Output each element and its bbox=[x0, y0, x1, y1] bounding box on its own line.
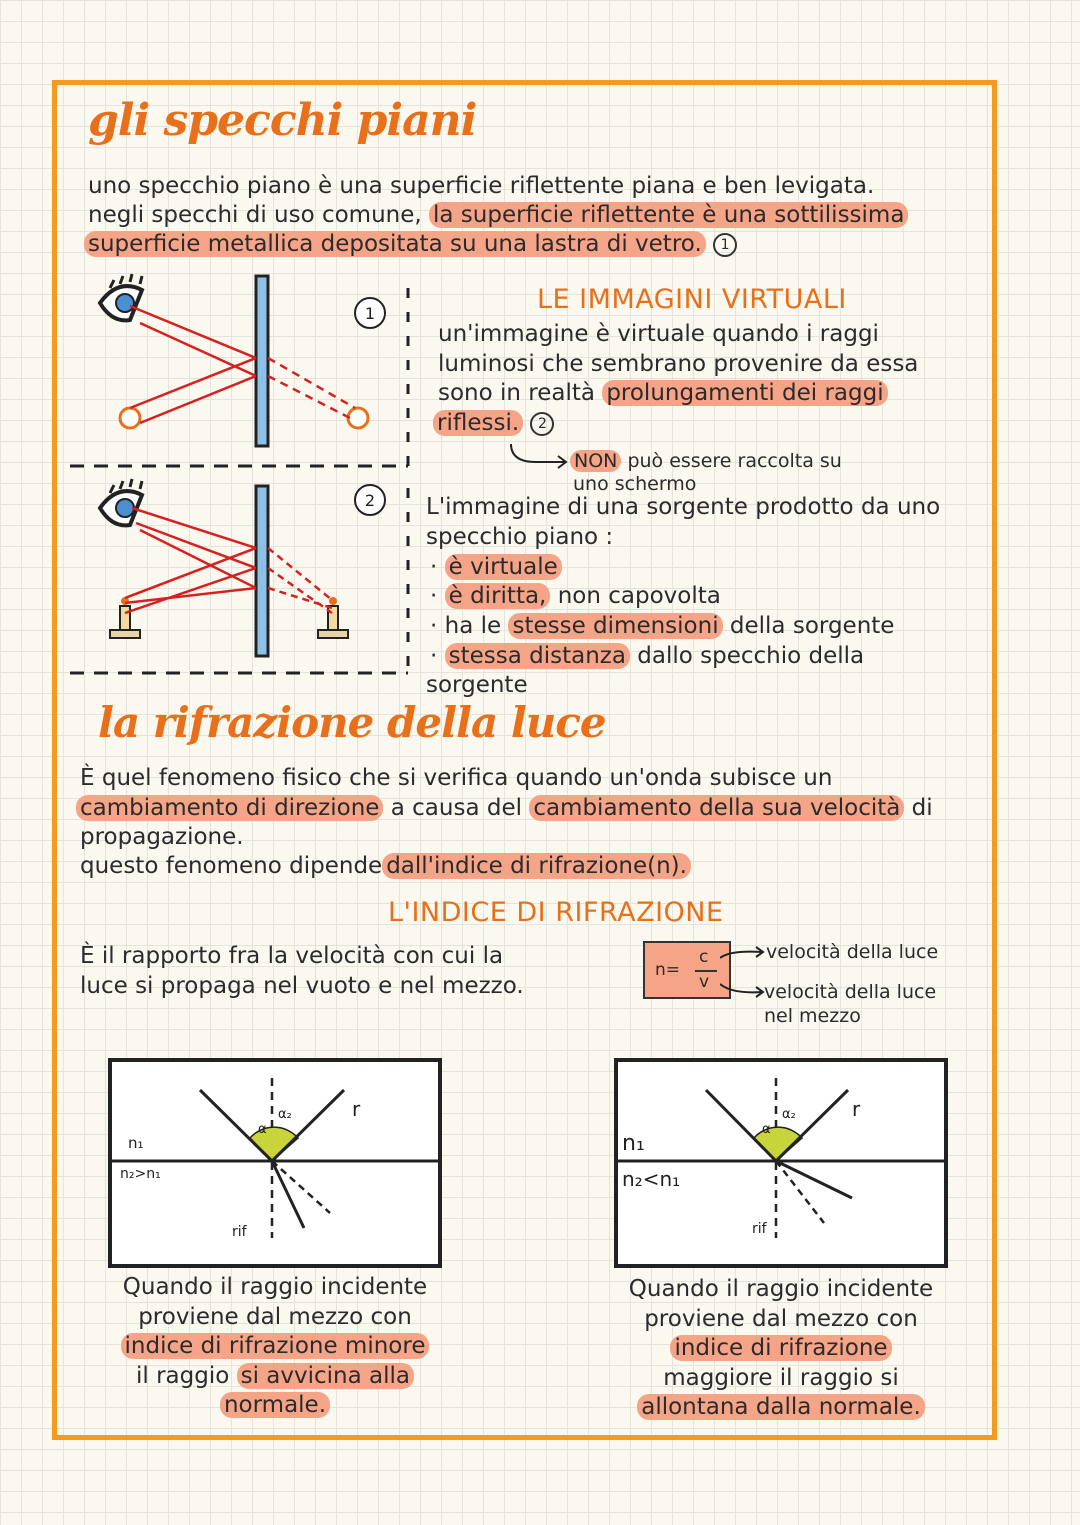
svg-text:r: r bbox=[852, 1097, 861, 1121]
section-title-specchi: gli specchi piani bbox=[88, 95, 477, 146]
bullet-item: · ha le stesse dimensioni della sorgente bbox=[430, 613, 895, 639]
text-line: questo fenomeno dipende dall'indice di rifrazione(n). bbox=[80, 852, 691, 882]
plane-mirror-diagrams bbox=[70, 268, 415, 683]
source-1 bbox=[120, 408, 140, 428]
note-line: NON può essere raccolta su bbox=[570, 450, 842, 472]
svg-text:n₂>n₁: n₂>n₁ bbox=[120, 1166, 161, 1182]
svg-text:α₂: α₂ bbox=[278, 1107, 292, 1122]
arrow-icon bbox=[506, 442, 576, 472]
svg-text:rif: rif bbox=[752, 1221, 767, 1237]
diagram-1-eye-icon bbox=[100, 274, 142, 320]
mirror-2 bbox=[256, 486, 268, 656]
text-line: sorgente bbox=[426, 672, 528, 698]
formula-label: nel mezzo bbox=[764, 1005, 861, 1027]
text-line: negli specchi di uso comune, la superficie riflettente è una sottilissima bbox=[88, 201, 908, 231]
svg-text:r: r bbox=[352, 1097, 361, 1121]
candle-source-icon bbox=[110, 597, 140, 638]
text-line: un'immagine è virtuale quando i raggi bbox=[438, 321, 879, 347]
image-1 bbox=[348, 408, 368, 428]
svg-text:1: 1 bbox=[364, 304, 376, 323]
text-line: L'immagine di una sorgente prodotto da uno bbox=[426, 494, 941, 520]
bullet-item: · è virtuale bbox=[430, 553, 562, 583]
svg-text:n₂<n₁: n₂<n₁ bbox=[622, 1167, 681, 1191]
heading-immagini-virtuali: LE IMMAGINI VIRTUALI bbox=[537, 284, 847, 315]
text-line: cambiamento di direzione a causa del cambiamento della sua velocità di bbox=[76, 794, 933, 824]
note-line: uno schermo bbox=[573, 473, 697, 495]
text-line: superficie metallica depositata su una lastra di vetro. 1 bbox=[84, 230, 737, 260]
text-line: luce si propaga nel vuoto e nel mezzo. bbox=[80, 973, 524, 999]
candle-image-icon bbox=[318, 597, 348, 638]
text-line: È il rapporto fra la velocità con cui la bbox=[80, 943, 504, 969]
svg-text:2: 2 bbox=[364, 491, 376, 510]
text-line: riflessi. 2 bbox=[433, 409, 554, 439]
text-line: uno specchio piano è una superficie riflettente piana e ben levigata. bbox=[88, 173, 875, 199]
caption-a: Quando il raggio incidente proviene dal mezzo con indice di rifrazione minore il raggio si avvicina alla normale. bbox=[100, 1273, 450, 1421]
formula-label: velocità della luce bbox=[764, 981, 937, 1003]
text-line: sono in realtà prolungamenti dei raggi bbox=[438, 379, 888, 409]
svg-text:α: α bbox=[762, 1122, 771, 1137]
bullet-item: · è diritta, non capovolta bbox=[430, 583, 721, 609]
formula-box: n= c v bbox=[643, 941, 731, 999]
mirror-1 bbox=[256, 276, 268, 446]
bullet-item: · stessa distanza dallo specchio della bbox=[430, 643, 865, 669]
refraction-diagram-a bbox=[108, 1058, 443, 1270]
formula-label: velocità della luce bbox=[766, 941, 939, 963]
svg-text:n₁: n₁ bbox=[622, 1131, 645, 1156]
diagram-2-eye-icon bbox=[100, 479, 142, 525]
text-line: luminosi che sembrano provenire da essa bbox=[438, 351, 919, 377]
text-line: propagazione. bbox=[80, 824, 244, 850]
heading-indice-rifrazione: L'INDICE DI RIFRAZIONE bbox=[388, 897, 724, 928]
svg-text:α₂: α₂ bbox=[782, 1107, 796, 1122]
svg-text:n₁: n₁ bbox=[128, 1134, 144, 1152]
text-line: È quel fenomeno fisico che si verifica quando un'onda subisce un bbox=[80, 765, 833, 791]
section-title-rifrazione: la rifrazione della luce bbox=[98, 698, 606, 747]
svg-text:rif: rif bbox=[232, 1224, 247, 1240]
text-line: specchio piano : bbox=[426, 524, 614, 550]
formula-arrows-icon bbox=[720, 942, 770, 1002]
refraction-diagram-b bbox=[614, 1058, 949, 1270]
caption-b: Quando il raggio incidente proviene dal mezzo con indice di rifrazione maggiore il raggio si allontana dalla normale. bbox=[628, 1276, 934, 1420]
svg-text:α: α bbox=[258, 1122, 267, 1137]
